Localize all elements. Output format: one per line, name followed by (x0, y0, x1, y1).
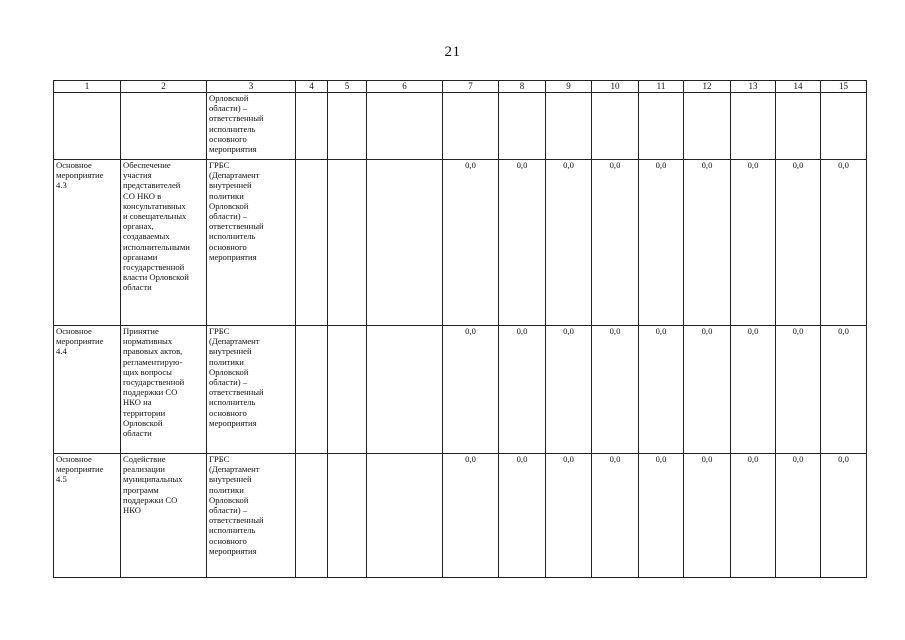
cell-value: 0,0 (443, 454, 499, 578)
cell-empty (296, 93, 328, 160)
col-header: 1 (54, 81, 121, 93)
col-header: 13 (731, 81, 776, 93)
cell-event-name: Основное мероприятие 4.5 (54, 454, 121, 578)
col-header: 2 (121, 81, 207, 93)
cell-value: 0,0 (639, 326, 684, 454)
cell-empty (296, 326, 328, 454)
cell-value (821, 93, 867, 160)
cell-value: 0,0 (546, 160, 592, 326)
cell-empty (367, 93, 443, 160)
cell-value (731, 93, 776, 160)
program-table (53, 80, 867, 578)
cell-value: 0,0 (499, 454, 546, 578)
cell-event-name: Основное мероприятие 4.4 (54, 326, 121, 454)
cell-value (546, 93, 592, 160)
cell-value: 0,0 (684, 326, 731, 454)
cell-responsible: ГРБС (Департамент внутренней политики Орловской области) – ответственный исполнитель основного мероприятия (207, 160, 296, 326)
cell-empty (328, 454, 367, 578)
cell-value (499, 93, 546, 160)
col-header: 9 (546, 81, 592, 93)
cell-event-description: Содействие реализации муниципальных программ поддержки СО НКО (121, 454, 207, 578)
cell-responsible: ГРБС (Департамент внутренней политики Орловской области) – ответственный исполнитель основного мероприятия (207, 326, 296, 454)
cell-value: 0,0 (731, 326, 776, 454)
cell-value: 0,0 (821, 326, 867, 454)
table-row (54, 454, 867, 578)
cell-event-name: Основное мероприятие 4.3 (54, 160, 121, 326)
cell-value: 0,0 (639, 160, 684, 326)
cell-value: 0,0 (499, 326, 546, 454)
col-header: 6 (367, 81, 443, 93)
cell-value (776, 93, 821, 160)
cell-value: 0,0 (546, 454, 592, 578)
col-header: 10 (592, 81, 639, 93)
col-header: 11 (639, 81, 684, 93)
cell-value: 0,0 (443, 326, 499, 454)
cell-value (592, 93, 639, 160)
cell-value: 0,0 (776, 326, 821, 454)
table-row (54, 326, 867, 454)
col-header: 15 (821, 81, 867, 93)
header-row (54, 81, 867, 93)
cell-empty (367, 326, 443, 454)
cell-value: 0,0 (546, 326, 592, 454)
table-row (54, 93, 867, 160)
cell-value: 0,0 (821, 160, 867, 326)
cell-empty (296, 160, 328, 326)
col-header: 4 (296, 81, 328, 93)
cell-value (684, 93, 731, 160)
cell-event-description: Обеспечение участия представителей СО НКО в консультативных и совещательных органах, создаваемых исполнительными органами государственной власти Орловской области (121, 160, 207, 326)
col-header: 12 (684, 81, 731, 93)
cell-value: 0,0 (684, 454, 731, 578)
cell-event-name (54, 93, 121, 160)
cell-value: 0,0 (639, 454, 684, 578)
cell-value: 0,0 (776, 160, 821, 326)
cell-event-description: Принятие нормативных правовых актов, регламентирую- щих вопросы государственной поддержки СО НКО на территории Орловской области (121, 326, 207, 454)
cell-empty (328, 326, 367, 454)
cell-value: 0,0 (731, 454, 776, 578)
cell-value (443, 93, 499, 160)
cell-empty (296, 454, 328, 578)
col-header: 7 (443, 81, 499, 93)
cell-empty (328, 93, 367, 160)
col-header: 5 (328, 81, 367, 93)
col-header: 8 (499, 81, 546, 93)
table-row (54, 160, 867, 326)
cell-value: 0,0 (499, 160, 546, 326)
cell-value: 0,0 (821, 454, 867, 578)
col-header: 14 (776, 81, 821, 93)
cell-responsible: ГРБС (Департамент внутренней политики Орловской области) – ответственный исполнитель основного мероприятия (207, 454, 296, 578)
page-number: 21 (444, 44, 461, 60)
cell-empty (367, 454, 443, 578)
cell-value: 0,0 (731, 160, 776, 326)
cell-event-description (121, 93, 207, 160)
cell-value: 0,0 (684, 160, 731, 326)
cell-value: 0,0 (443, 160, 499, 326)
cell-value: 0,0 (592, 160, 639, 326)
cell-value: 0,0 (592, 454, 639, 578)
cell-value: 0,0 (592, 326, 639, 454)
cell-empty (367, 160, 443, 326)
cell-responsible: Орловской области) – ответственный исполнитель основного мероприятия (207, 93, 296, 160)
col-header: 3 (207, 81, 296, 93)
cell-value: 0,0 (776, 454, 821, 578)
cell-value (639, 93, 684, 160)
cell-empty (328, 160, 367, 326)
